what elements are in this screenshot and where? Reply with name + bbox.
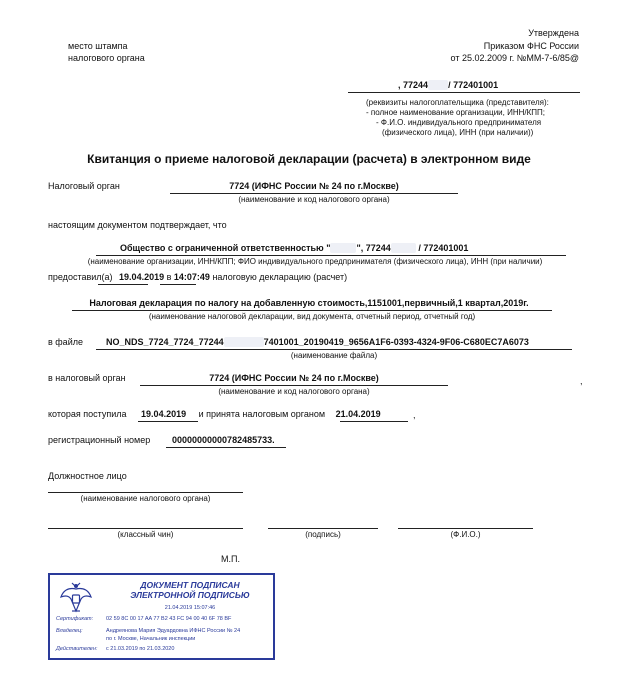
received-comma: , xyxy=(413,410,416,420)
taxpayer-caption-line: (реквизиты налогоплательщика (представителя): xyxy=(366,98,549,107)
tax-authority-label: Налоговый орган xyxy=(48,181,120,191)
e-signature-title-line: ДОКУМЕНТ ПОДПИСАН xyxy=(140,580,240,590)
confirms-text: настоящим документом подтверждает, что xyxy=(48,220,227,230)
taxpayer-kpp: / 772401001 xyxy=(448,80,499,90)
valid-label: Действителен: xyxy=(56,646,98,652)
e-signature-datetime: 21.04.2019 15:07:46 xyxy=(164,605,216,611)
official-authority-caption: (наименование налогового органа) xyxy=(80,494,211,503)
valid-row xyxy=(56,646,174,652)
taxpayer-caption-line: - полное наименование организации, ИНН/КПП; xyxy=(366,108,545,117)
declaration-caption: (наименование налоговой декларации, вид документа, отчетный период, отчетный год) xyxy=(148,312,476,321)
organization-underline xyxy=(96,255,566,256)
certificate-row xyxy=(56,616,231,622)
file-underline xyxy=(96,349,572,350)
submission-label: предоставил(а) xyxy=(48,272,113,282)
declaration-value: Налоговая декларация по налогу на добавленную стоимость,1151001,первичный,1 квартал,2019г. xyxy=(89,298,529,308)
seal-place: М.П. xyxy=(221,554,240,564)
owner-row-2 xyxy=(106,636,195,642)
file-name-prefix: NO_NDS_7724_7724_77244 xyxy=(106,337,224,347)
organization-caption: (наименование организации, ИНН/КПП; ФИО индивидуального предпринимателя (физического лица), ИНН (при наличии) xyxy=(87,257,543,266)
owner-label: Владелец: xyxy=(56,628,83,634)
organization-value xyxy=(120,243,468,253)
registration-underline xyxy=(166,447,286,448)
certificate-label: Сертификат: xyxy=(56,616,94,622)
taxpayer-caption xyxy=(366,98,549,138)
redaction-mark xyxy=(391,243,416,253)
order-label: Приказом ФНС России xyxy=(483,41,579,51)
accepted-date-underline xyxy=(340,421,408,422)
received-label: которая поступила xyxy=(48,409,127,419)
document-title: Квитанция о приеме налоговой декларации (расчета) в электронном виде xyxy=(87,152,531,166)
to-authority-caption: (наименование и код налогового органа) xyxy=(218,387,370,396)
to-authority-value: 7724 (ИФНС России № 24 по г.Москве) xyxy=(209,373,379,383)
taxpayer-caption-line: - Ф.И.О. индивидуального предпринимателя xyxy=(376,118,542,127)
submission-date: 19.04.2019 xyxy=(119,272,165,282)
tax-authority-value: 7724 (ИФНС России № 24 по г.Москве) xyxy=(229,181,399,191)
e-signature-title xyxy=(110,580,270,600)
organization-kpp: / 772401001 xyxy=(415,243,469,253)
submission-line xyxy=(48,272,347,282)
certificate-value: 02 59 8C 00 17 AA 77 B2 43 FC 94 00 40 6F 78 BF xyxy=(106,616,232,622)
tax-authority-underline xyxy=(170,193,458,194)
file-caption: (наименование файла) xyxy=(290,351,378,360)
owner-row xyxy=(56,628,240,634)
stamp-place-label-2: налогового органа xyxy=(68,53,145,63)
official-label: Должностное лицо xyxy=(48,471,127,481)
to-authority-comma: , xyxy=(580,376,583,386)
taxpayer-underline xyxy=(348,92,580,93)
eagle-emblem-icon xyxy=(58,581,94,617)
approved-label: Утверждена xyxy=(528,28,579,38)
signature-underline xyxy=(268,528,378,529)
received-date: 19.04.2019 xyxy=(141,409,187,419)
valid-value: с 21.03.2019 по 21.03.2020 xyxy=(106,646,175,652)
accepted-label: и принята налоговым органом xyxy=(198,409,326,419)
signature-caption: (подпись) xyxy=(305,530,341,539)
taxpayer-caption-line: (физического лица), ИНН (при наличии)) xyxy=(382,128,534,137)
registration-label: регистрационный номер xyxy=(48,435,151,445)
name-underline xyxy=(398,528,533,529)
file-name xyxy=(106,337,529,347)
received-date-underline xyxy=(138,421,198,422)
e-signature-stamp xyxy=(48,573,275,660)
to-authority-underline xyxy=(140,385,448,386)
official-authority-underline xyxy=(48,492,243,493)
owner-value-2: по г. Москве, Начальник инспекции xyxy=(106,636,196,642)
file-name-suffix: 7401001_20190419_9656A1F6-0393-4324-9F06-C680EC7A6073 xyxy=(263,337,529,347)
redaction-mark xyxy=(224,337,264,347)
file-label: в файле xyxy=(48,337,83,347)
registration-number: 00000000000782485733. xyxy=(172,435,275,445)
order-date: от 25.02.2009 г. №ММ-7-6/85@ xyxy=(450,53,579,63)
owner-value: Андреянова Мария Эдуардовна ИФНС России № 24 xyxy=(106,628,241,634)
submission-time-underline xyxy=(160,284,196,285)
taxpayer-inn-prefix: , 77244 xyxy=(398,80,429,90)
tax-authority-caption: (наименование и код налогового органа) xyxy=(238,195,390,204)
received-line xyxy=(48,409,381,419)
rank-caption: (классный чин) xyxy=(117,530,174,539)
submission-text: налоговую декларацию (расчет) xyxy=(212,272,348,282)
e-signature-title-line: ЭЛЕКТРОННОЙ ПОДПИСЬЮ xyxy=(130,590,250,600)
accepted-date: 21.04.2019 xyxy=(335,409,381,419)
submission-date-underline xyxy=(98,284,148,285)
to-authority-label: в налоговый орган xyxy=(48,373,126,383)
organization-prefix: Общество с ограниченной ответственностью " xyxy=(120,243,331,253)
taxpayer-inn-kpp xyxy=(398,80,498,90)
stamp-place-label: место штампа xyxy=(68,41,128,51)
submission-time: 14:07:49 xyxy=(173,272,210,282)
redaction-mark xyxy=(428,80,448,90)
submission-in: в xyxy=(166,272,172,282)
declaration-underline xyxy=(72,310,552,311)
redaction-mark xyxy=(330,243,356,253)
name-caption: (Ф.И.О.) xyxy=(450,530,481,539)
organization-mid: ", 77244 xyxy=(356,243,391,253)
rank-underline xyxy=(48,528,243,529)
